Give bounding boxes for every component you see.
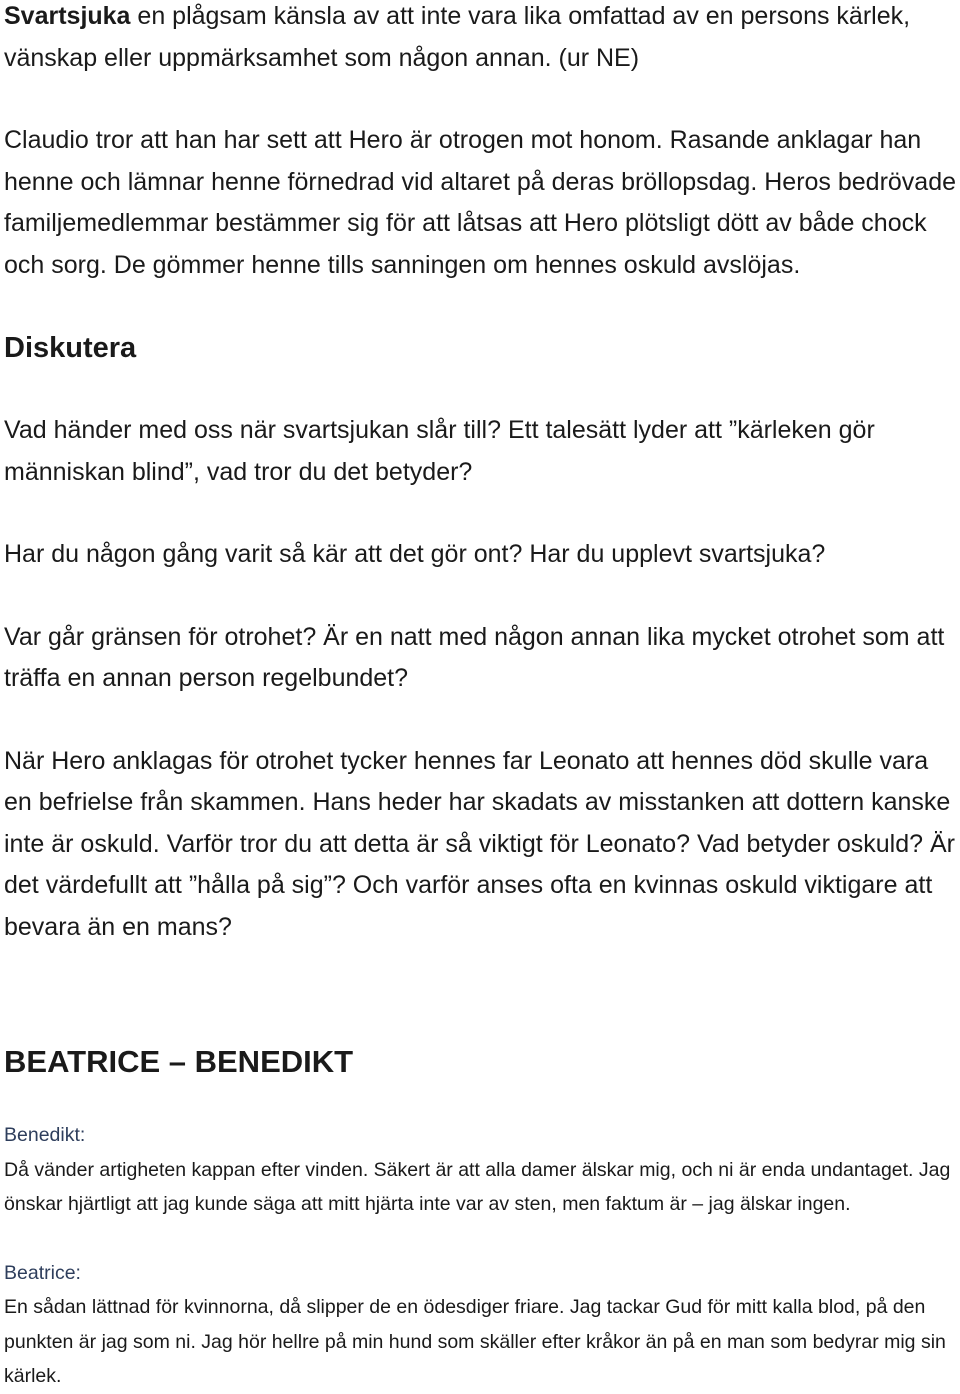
line-beatrice: En sådan lättnad för kvinnorna, då slipper de en ödesdiger friare. Jag tackar Gud för mitt kalla blod, på den punkten är jag som ni. Jag hör hellre på min hund som skäller efter kråkor än på en man som bedyrar mig sin kärlek. (4, 1296, 946, 1387)
question-4: När Hero anklagas för otrohet tycker hennes far Leonato att hennes död skulle vara en befrielse från skammen. Hans heder har skadats av misstanken att dottern kanske inte är oskuld. Varför tror du att detta är så viktigt för Leonato? Vad betyder oskuld? Är det värdefullt att ”hålla på sig”? Och varför anses ofta en kvinnas oskuld viktigare att bevara än en mans? (4, 746, 955, 941)
question-1: Vad händer med oss när svartsjukan slår till? Ett talesätt lyder att ”kärleken gör människan blind”, vad tror du det betyder? (4, 416, 875, 486)
section-title: BEATRICE – BENEDIKT (4, 1044, 354, 1079)
summary-paragraph: Claudio tror att han har sett att Hero är otrogen mot honom. Rasande anklagar han henne och lämnar henne förnedrad vid altaret på deras bröllopsdag. Heros bedrövade familjemedlemmar bestämmer sig för att låtsas att Hero plötsligt dött av både chock och sorg. De gömmer henne tills sanningen om hennes oskuld avslöjas. (4, 126, 957, 279)
document-page (4, 0, 956, 1394)
definition-text: en plågsam känsla av att inte vara lika omfattad av en persons kärlek, vänskap eller uppmärksamhet som någon annan. (ur NE) (4, 2, 911, 72)
definition-paragraph (4, 0, 956, 79)
line-benedikt: Då vänder artigheten kappan efter vinden. Säkert är att alla damer älskar mig, och ni är enda undantaget. Jag önskar hjärtligt att jag kunde säga att mitt hjärta inte var av sten, men faktum är – jag älskar ingen. (4, 1158, 951, 1215)
discuss-heading: Diskutera (4, 332, 137, 364)
definition-term: Svartsjuka (4, 2, 131, 30)
speaker-benedikt: Benedikt: (4, 1124, 86, 1146)
question-3: Var går gränsen för otrohet? Är en natt med någon annan lika mycket otrohet som att träffa en annan person regelbundet? (4, 622, 945, 692)
speaker-beatrice: Beatrice: (4, 1261, 81, 1284)
question-2: Har du någon gång varit så kär att det gör ont? Har du upplevt svartsjuka? (4, 540, 826, 568)
